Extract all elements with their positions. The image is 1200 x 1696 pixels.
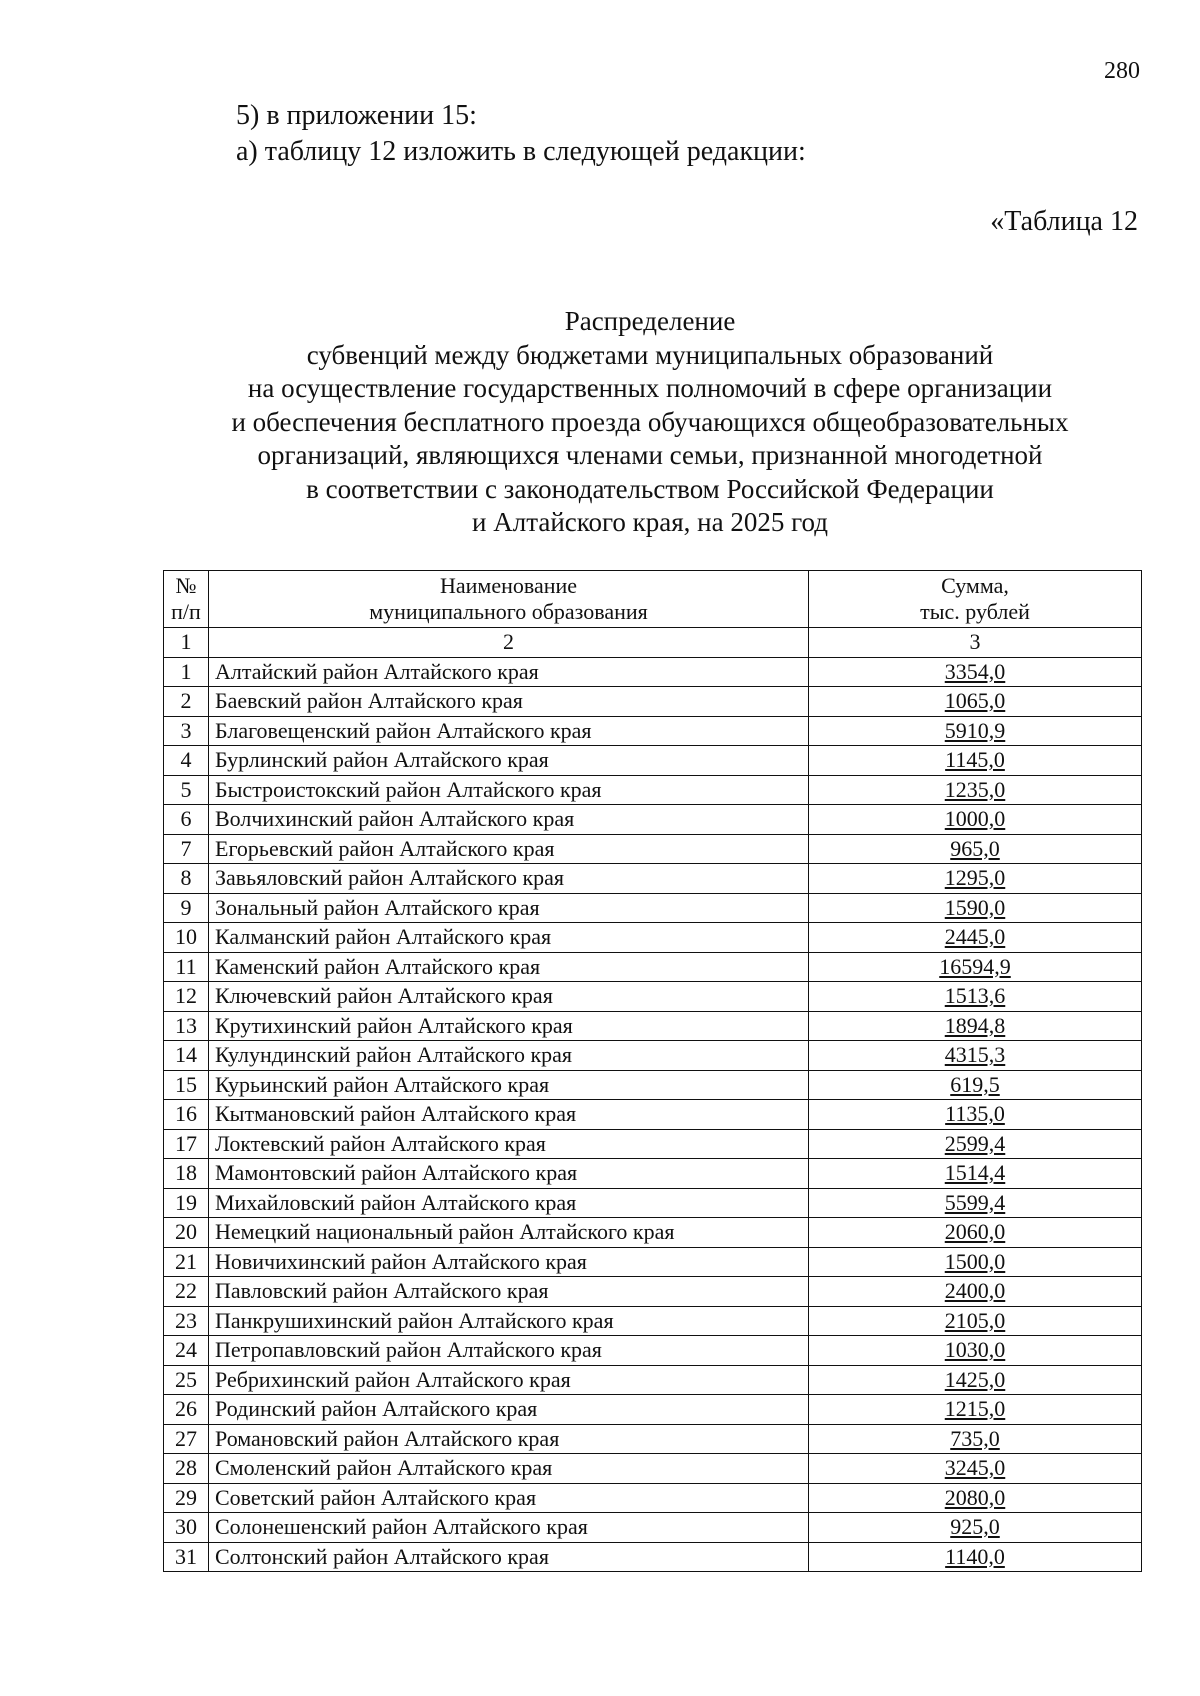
municipality-name: Смоленский район Алтайского края [209, 1454, 809, 1484]
sum-value: 1500,0 [944, 1248, 1006, 1274]
sum-value: 5910,9 [944, 717, 1006, 743]
municipality-name: Солтонский район Алтайского края [209, 1542, 809, 1572]
heading-line: субвенций между бюджетами муниципальных образований [306, 339, 994, 370]
municipality-name: Павловский район Алтайского края [209, 1277, 809, 1307]
sum-cell [809, 746, 1142, 776]
municipality-name: Михайловский район Алтайского края [209, 1188, 809, 1218]
table-row [164, 1424, 1142, 1454]
sum-value: 1590,0 [944, 894, 1006, 920]
sum-value: 1135,0 [945, 1101, 1005, 1127]
sum-value: 2445,0 [944, 924, 1006, 950]
municipality-name: Курьинский район Алтайского края [209, 1070, 809, 1100]
table-row [164, 805, 1142, 835]
sum-cell [809, 982, 1142, 1012]
municipality-name: Локтевский район Алтайского края [209, 1129, 809, 1159]
row-number: 1 [164, 657, 209, 687]
municipality-name: Панкрушихинский район Алтайского края [209, 1306, 809, 1336]
sum-cell [809, 864, 1142, 894]
municipality-name: Завьяловский район Алтайского края [209, 864, 809, 894]
sum-cell [809, 716, 1142, 746]
distribution-table [163, 570, 1142, 1572]
sum-cell [809, 1306, 1142, 1336]
sum-cell [809, 1336, 1142, 1366]
heading-line: и обеспечения бесплатного проезда обучающихся общеобразовательных [231, 406, 1069, 437]
column-index-row [164, 628, 1142, 658]
sum-cell [809, 1011, 1142, 1041]
row-number: 4 [164, 746, 209, 776]
table-row [164, 1336, 1142, 1366]
header-number [164, 571, 209, 628]
row-number: 29 [164, 1483, 209, 1513]
row-number: 10 [164, 923, 209, 953]
municipality-name: Кулундинский район Алтайского края [209, 1041, 809, 1071]
row-number: 19 [164, 1188, 209, 1218]
row-number: 2 [164, 687, 209, 717]
sum-value: 1514,4 [944, 1160, 1006, 1186]
row-number: 11 [164, 952, 209, 982]
heading-line: и Алтайского края, на 2025 год [472, 507, 828, 537]
table-row [164, 1247, 1142, 1277]
header-number-line: п/п [171, 599, 201, 624]
table-row [164, 1100, 1142, 1130]
sum-cell [809, 1041, 1142, 1071]
municipality-name: Алтайский район Алтайского края [209, 657, 809, 687]
sum-value: 925,0 [950, 1514, 1000, 1540]
sum-value: 16594,9 [939, 953, 1011, 979]
municipality-name: Родинский район Алтайского края [209, 1395, 809, 1425]
sum-value: 1425,0 [944, 1366, 1006, 1392]
table-row [164, 982, 1142, 1012]
table-row [164, 1218, 1142, 1248]
row-number: 15 [164, 1070, 209, 1100]
sum-value: 2060,0 [944, 1219, 1006, 1245]
heading-line: Распределение [564, 306, 736, 336]
row-number: 27 [164, 1424, 209, 1454]
table-label: «Таблица 12 [990, 206, 1138, 237]
sum-value: 1235,0 [944, 776, 1006, 802]
municipality-name: Петропавловский район Алтайского края [209, 1336, 809, 1366]
table-row [164, 1483, 1142, 1513]
table-row [164, 1306, 1142, 1336]
sum-value: 1065,0 [944, 688, 1006, 714]
row-number: 16 [164, 1100, 209, 1130]
row-number: 7 [164, 834, 209, 864]
document-heading [150, 305, 1150, 540]
row-number: 24 [164, 1336, 209, 1366]
row-number: 20 [164, 1218, 209, 1248]
municipality-name: Егорьевский район Алтайского края [209, 834, 809, 864]
sum-value: 2080,0 [944, 1484, 1006, 1510]
row-number: 22 [164, 1277, 209, 1307]
row-number: 31 [164, 1542, 209, 1572]
sum-cell [809, 1100, 1142, 1130]
table-row [164, 952, 1142, 982]
row-number: 26 [164, 1395, 209, 1425]
municipality-name: Зональный район Алтайского края [209, 893, 809, 923]
header-number-line: № [175, 573, 197, 598]
row-number: 3 [164, 716, 209, 746]
row-number: 13 [164, 1011, 209, 1041]
sum-value: 1000,0 [944, 806, 1006, 832]
sum-cell [809, 923, 1142, 953]
table-row [164, 834, 1142, 864]
sum-cell [809, 775, 1142, 805]
sum-value: 1145,0 [945, 747, 1005, 773]
table-row [164, 1011, 1142, 1041]
row-number: 12 [164, 982, 209, 1012]
sum-cell [809, 1395, 1142, 1425]
sum-cell [809, 1454, 1142, 1484]
heading-line: организаций, являющихся членами семьи, признанной многодетной [257, 440, 1043, 470]
municipality-name: Кытмановский район Алтайского края [209, 1100, 809, 1130]
row-number: 25 [164, 1365, 209, 1395]
header-name [209, 571, 809, 628]
table-header-row [164, 571, 1142, 628]
table-row [164, 1188, 1142, 1218]
table-row [164, 864, 1142, 894]
sum-cell [809, 1365, 1142, 1395]
table-row [164, 716, 1142, 746]
municipality-name: Бурлинский район Алтайского края [209, 746, 809, 776]
header-name-line: Наименование [439, 573, 578, 598]
row-number: 6 [164, 805, 209, 835]
column-index: 3 [809, 628, 1142, 658]
sum-value: 735,0 [950, 1425, 1000, 1451]
sum-cell [809, 657, 1142, 687]
sum-cell [809, 1070, 1142, 1100]
sum-cell [809, 834, 1142, 864]
table-row [164, 1395, 1142, 1425]
table-row [164, 893, 1142, 923]
municipality-name: Баевский район Алтайского края [209, 687, 809, 717]
municipality-name: Быстроистокский район Алтайского края [209, 775, 809, 805]
table-row [164, 746, 1142, 776]
row-number: 8 [164, 864, 209, 894]
heading-line: на осуществление государственных полномочий в сфере организации [247, 373, 1053, 403]
page-number: 280 [1104, 58, 1140, 84]
sum-value: 1215,0 [944, 1396, 1006, 1422]
sum-value: 3354,0 [944, 658, 1006, 684]
sum-value: 1140,0 [945, 1543, 1005, 1569]
table-row [164, 1454, 1142, 1484]
row-number: 14 [164, 1041, 209, 1071]
sum-cell [809, 952, 1142, 982]
municipality-name: Немецкий национальный район Алтайского края [209, 1218, 809, 1248]
table-row [164, 775, 1142, 805]
sum-cell [809, 1188, 1142, 1218]
table-row [164, 1277, 1142, 1307]
table-row [164, 1542, 1142, 1572]
sum-value: 1030,0 [944, 1337, 1006, 1363]
header-sum-line: Сумма, [941, 573, 1009, 598]
sum-value: 1513,6 [944, 983, 1006, 1009]
sum-cell [809, 1483, 1142, 1513]
table-row [164, 1041, 1142, 1071]
sum-cell [809, 1424, 1142, 1454]
sum-value: 2400,0 [944, 1278, 1006, 1304]
sum-value: 2599,4 [944, 1130, 1006, 1156]
row-number: 18 [164, 1159, 209, 1189]
row-number: 17 [164, 1129, 209, 1159]
sum-value: 3245,0 [944, 1455, 1006, 1481]
municipality-name: Советский район Алтайского края [209, 1483, 809, 1513]
sum-cell [809, 1159, 1142, 1189]
municipality-name: Крутихинский район Алтайского края [209, 1011, 809, 1041]
row-number: 23 [164, 1306, 209, 1336]
table-row [164, 687, 1142, 717]
intro-line-2: а) таблицу 12 изложить в следующей редакции: [236, 136, 806, 167]
sum-value: 2105,0 [944, 1307, 1006, 1333]
heading-line: в соответствии с законодательством Российской Федерации [306, 473, 994, 504]
row-number: 30 [164, 1513, 209, 1543]
row-number: 28 [164, 1454, 209, 1484]
municipality-name: Ключевский район Алтайского края [209, 982, 809, 1012]
table-row [164, 1513, 1142, 1543]
header-sum [809, 571, 1142, 628]
sum-cell [809, 1542, 1142, 1572]
sum-cell [809, 1247, 1142, 1277]
intro-line-1: 5) в приложении 15: [236, 100, 477, 131]
municipality-name: Солонешенский район Алтайского края [209, 1513, 809, 1543]
sum-cell [809, 1129, 1142, 1159]
table-row [164, 1365, 1142, 1395]
row-number: 9 [164, 893, 209, 923]
table-row [164, 923, 1142, 953]
sum-cell [809, 1218, 1142, 1248]
municipality-name: Ребрихинский район Алтайского края [209, 1365, 809, 1395]
sum-cell [809, 805, 1142, 835]
table-body [164, 628, 1142, 1572]
sum-cell [809, 1277, 1142, 1307]
intro-text [236, 98, 806, 170]
municipality-name: Благовещенский район Алтайского края [209, 716, 809, 746]
municipality-name: Волчихинский район Алтайского края [209, 805, 809, 835]
sum-value: 1894,8 [944, 1012, 1006, 1038]
sum-value: 965,0 [950, 835, 1000, 861]
table-row [164, 657, 1142, 687]
municipality-name: Калманский район Алтайского края [209, 923, 809, 953]
sum-value: 5599,4 [944, 1189, 1006, 1215]
row-number: 21 [164, 1247, 209, 1277]
row-number: 5 [164, 775, 209, 805]
header-sum-line: тыс. рублей [920, 599, 1030, 624]
table-row [164, 1070, 1142, 1100]
municipality-name: Новичихинский район Алтайского края [209, 1247, 809, 1277]
table-row [164, 1129, 1142, 1159]
municipality-name: Романовский район Алтайского края [209, 1424, 809, 1454]
table-row [164, 1159, 1142, 1189]
municipality-name: Каменский район Алтайского края [209, 952, 809, 982]
sum-cell [809, 1513, 1142, 1543]
sum-cell [809, 687, 1142, 717]
sum-value: 619,5 [950, 1071, 1000, 1097]
sum-value: 1295,0 [944, 865, 1006, 891]
column-index: 2 [209, 628, 809, 658]
column-index: 1 [164, 628, 209, 658]
sum-cell [809, 893, 1142, 923]
municipality-name: Мамонтовский район Алтайского края [209, 1159, 809, 1189]
sum-value: 4315,3 [944, 1042, 1006, 1068]
header-name-line: муниципального образования [369, 599, 648, 624]
